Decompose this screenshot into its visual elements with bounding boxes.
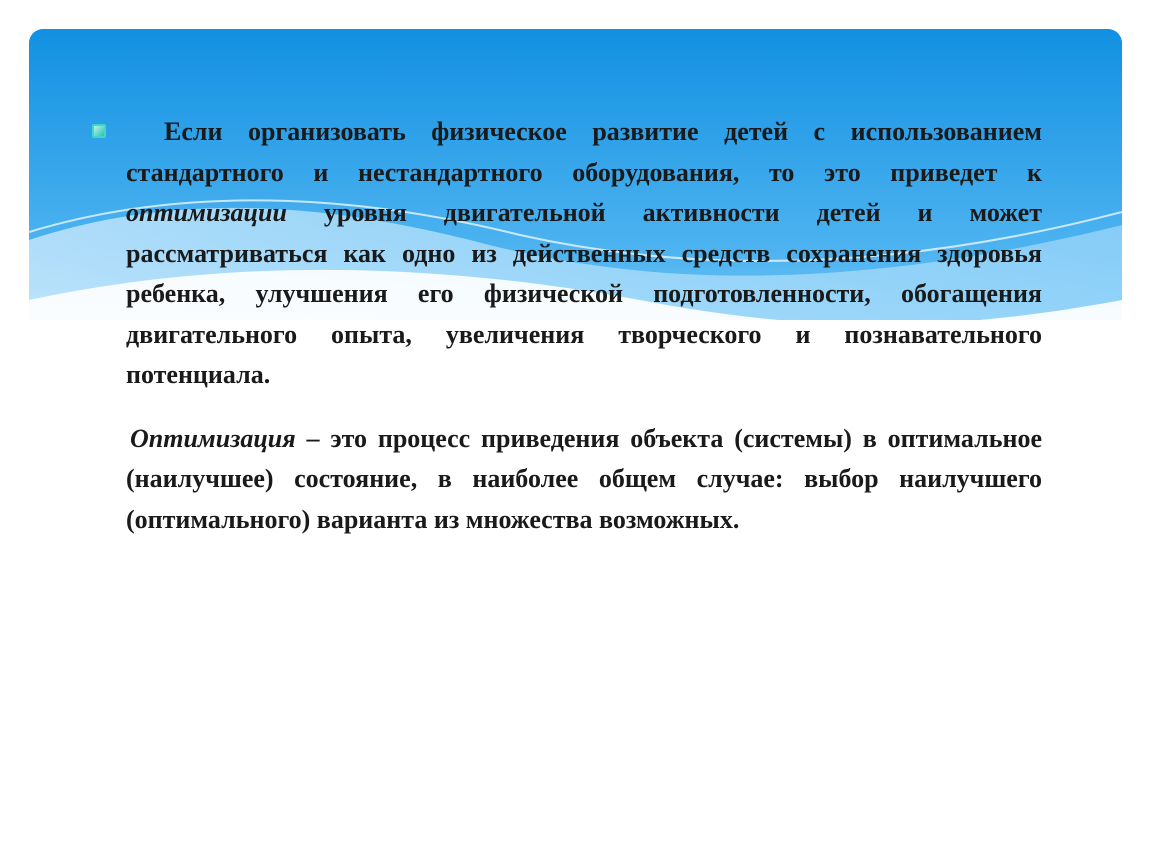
- paragraph-definition: [126, 419, 1042, 541]
- definition-text: – это процесс приведения объекта (системы) в оптимальное (наилучшее) состояние, в наиболее общем случае: выбор наилучшего (оптимального) варианта из множества возможных.: [126, 423, 1042, 534]
- paragraph-hypothesis: [126, 112, 1042, 396]
- paragraph1-emphasis: оптимизации: [126, 198, 287, 227]
- square-bullet-icon: [92, 124, 106, 138]
- definition-term: Оптимизация: [130, 423, 296, 453]
- paragraph1-text-end: уровня двигательной активности детей и может рассматриваться как одно из действенных средств сохранения здоровья ребенка, улучшения его физической подготовленности, обогащения двигательного опыта, увеличения творческого и познавательного потенциала.: [126, 198, 1042, 389]
- slide-text-body: [126, 112, 1042, 540]
- paragraph1-text-start: Если организовать физическое развитие детей с использованием стандартного и нестандартного оборудования, то это приведет к: [126, 117, 1042, 187]
